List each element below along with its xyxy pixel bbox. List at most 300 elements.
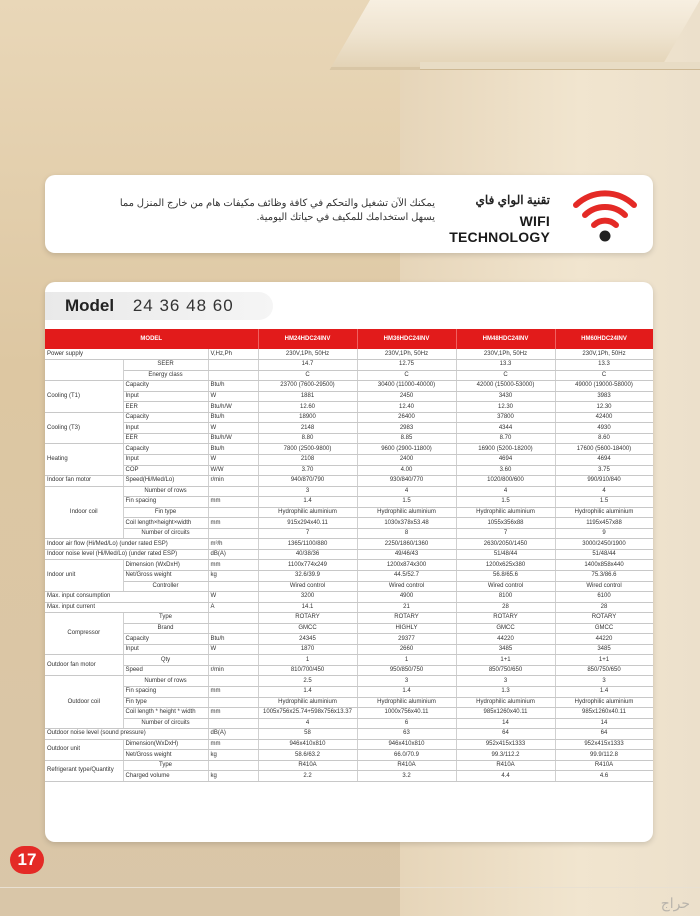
row-value: R410A: [456, 760, 555, 771]
row-value: 1400x858x440: [555, 560, 653, 571]
row-value: 8.70: [456, 433, 555, 444]
row-value: 4: [357, 486, 456, 497]
row-value: 4930: [555, 423, 653, 434]
row-value: C: [357, 370, 456, 381]
row-unit: W: [208, 644, 258, 655]
row-value: HIGHLY: [357, 623, 456, 634]
table-row: [45, 687, 653, 698]
row-value: 4900: [357, 592, 456, 603]
row-unit: mm: [208, 687, 258, 698]
ceiling-molding: [330, 0, 700, 70]
row-value: 1.5: [357, 497, 456, 508]
row-value: 28: [456, 602, 555, 613]
row-value: 40/38/36: [258, 549, 357, 560]
row-value: 230V,1Ph, 50Hz: [456, 349, 555, 360]
row-value: 952x415x1333: [555, 739, 653, 750]
row-value: C: [555, 370, 653, 381]
row-value: 1055x356x88: [456, 518, 555, 529]
row-sub-label: Dimension(WxDxH): [123, 739, 208, 750]
table-row: [45, 729, 653, 740]
row-group-label: Indoor unit: [45, 560, 123, 592]
row-value: 950/850/750: [357, 665, 456, 676]
row-sub-label: Input: [123, 644, 208, 655]
spec-table-header: [45, 329, 653, 349]
row-value: 49000 (19000-58000): [555, 381, 653, 392]
row-value: 4344: [456, 423, 555, 434]
wifi-feature-card: [45, 175, 653, 253]
row-value: 99.3/112.2: [456, 750, 555, 761]
row-value: 1: [258, 655, 357, 666]
row-value: 1.3: [456, 687, 555, 698]
row-value: Hydrophilic aluminium: [456, 697, 555, 708]
header-hm24: HM24HDC24INV: [258, 329, 357, 349]
row-sub-label: Input: [123, 454, 208, 465]
row-value: 2630/2050/1450: [456, 539, 555, 550]
row-unit: [208, 581, 258, 592]
row-value: 1.4: [258, 497, 357, 508]
row-unit: W: [208, 454, 258, 465]
table-row: [45, 539, 653, 550]
table-row: [45, 349, 653, 360]
row-sub-label: SEER: [123, 360, 208, 371]
table-row: [45, 613, 653, 624]
row-value: Hydrophilic aluminium: [357, 507, 456, 518]
row-value: 946x410x810: [258, 739, 357, 750]
row-value: 4: [456, 486, 555, 497]
row-unit: V,Hz,Ph: [208, 349, 258, 360]
row-value: 9: [555, 528, 653, 539]
row-value: 8.85: [357, 433, 456, 444]
row-value: 42000 (15000-53000): [456, 381, 555, 392]
table-row: [45, 739, 653, 750]
row-value: 2148: [258, 423, 357, 434]
row-label: Outdoor noise level (sound pressure): [45, 729, 208, 740]
row-value: 42400: [555, 412, 653, 423]
row-unit: W/W: [208, 465, 258, 476]
row-unit: W: [208, 391, 258, 402]
table-row: [45, 476, 653, 487]
header-hm36: HM36HDC24INV: [357, 329, 456, 349]
row-value: 12.40: [357, 402, 456, 413]
row-sub-label: Number of circuits: [123, 528, 208, 539]
table-row: [45, 570, 653, 581]
row-sub-label: Dimension (WxDxH): [123, 560, 208, 571]
row-value: 63: [357, 729, 456, 740]
row-value: 28: [555, 602, 653, 613]
row-unit: mm: [208, 497, 258, 508]
table-row: [45, 592, 653, 603]
row-value: 3: [555, 676, 653, 687]
row-group-label: Heating: [45, 444, 123, 476]
row-value: 1.5: [456, 497, 555, 508]
row-unit: [208, 697, 258, 708]
row-value: R410A: [258, 760, 357, 771]
row-value: 3430: [456, 391, 555, 402]
row-value: 2983: [357, 423, 456, 434]
row-value: 21: [357, 602, 456, 613]
row-value: 1200x625x380: [456, 560, 555, 571]
row-value: 850/750/650: [555, 665, 653, 676]
row-value: 990/910/840: [555, 476, 653, 487]
row-unit: Btu/h/W: [208, 433, 258, 444]
table-row: [45, 665, 653, 676]
row-unit: kg: [208, 570, 258, 581]
table-row: [45, 676, 653, 687]
row-value: Wired control: [357, 581, 456, 592]
table-row: [45, 602, 653, 613]
row-sub-label: Energy class: [123, 370, 208, 381]
table-row: [45, 412, 653, 423]
table-row: [45, 381, 653, 392]
row-value: 1+1: [555, 655, 653, 666]
row-value: Wired control: [456, 581, 555, 592]
row-value: Wired control: [258, 581, 357, 592]
row-sub-label: Charged volume: [123, 771, 208, 782]
row-value: 7: [456, 528, 555, 539]
row-unit: Btu/h: [208, 634, 258, 645]
row-value: 7800 (2500-9800): [258, 444, 357, 455]
row-unit: [208, 613, 258, 624]
wifi-description-line-2: يسهل استخدامك للمكيف في حياتك اليومية.: [256, 212, 435, 223]
row-sub-label: Coil length×height×width: [123, 518, 208, 529]
watermark-text: حراج: [660, 895, 690, 911]
row-value: 1.4: [357, 687, 456, 698]
row-value: 946x410x810: [357, 739, 456, 750]
row-value: 1000x756x40.11: [357, 708, 456, 719]
row-value: 850/750/650: [456, 665, 555, 676]
row-unit: W: [208, 423, 258, 434]
row-sub-label: Type: [123, 760, 208, 771]
row-sub-label: Speed: [123, 665, 208, 676]
ceiling-molding-edge: [420, 62, 700, 70]
row-sub-label: Qty: [123, 655, 208, 666]
row-sub-label: Capacity: [123, 381, 208, 392]
row-value: 3: [357, 676, 456, 687]
row-value: 915x294x40.11: [258, 518, 357, 529]
table-row: [45, 370, 653, 381]
row-value: 51/48/44: [456, 549, 555, 560]
row-sub-label: Capacity: [123, 412, 208, 423]
row-sub-label: Capacity: [123, 634, 208, 645]
row-value: 12.30: [456, 402, 555, 413]
row-value: 9600 (2900-11800): [357, 444, 456, 455]
row-value: 1881: [258, 391, 357, 402]
row-value: 952x415x1333: [456, 739, 555, 750]
row-unit: dB(A): [208, 729, 258, 740]
table-row: [45, 760, 653, 771]
row-unit: dB(A): [208, 549, 258, 560]
model-tab: [45, 292, 273, 320]
row-value: 3: [258, 486, 357, 497]
row-sub-label: Brand: [123, 623, 208, 634]
table-row: [45, 433, 653, 444]
row-value: 14.7: [258, 360, 357, 371]
row-sub-label: Fin spacing: [123, 497, 208, 508]
row-sub-label: Type: [123, 613, 208, 624]
row-value: 32.6/39.9: [258, 570, 357, 581]
row-value: 51/48/44: [555, 549, 653, 560]
row-value: 8.60: [555, 433, 653, 444]
row-value: ROTARY: [555, 613, 653, 624]
table-row: [45, 507, 653, 518]
table-row: [45, 528, 653, 539]
page-number: 17: [10, 846, 44, 874]
wifi-icon: [572, 185, 638, 243]
row-value: 64: [456, 729, 555, 740]
table-row: [45, 634, 653, 645]
row-value: GMCC: [456, 623, 555, 634]
row-value: 230V,1Ph, 50Hz: [258, 349, 357, 360]
row-value: 6: [357, 718, 456, 729]
row-value: 49/46/43: [357, 549, 456, 560]
table-row: [45, 697, 653, 708]
row-unit: W: [208, 592, 258, 603]
row-value: R410A: [357, 760, 456, 771]
wifi-description-line-1: يمكنك الآن تشغيل والتحكم في كافة وظائف مكيفات هام من خارج المنزل مما: [119, 198, 435, 209]
row-value: 14: [555, 718, 653, 729]
row-value: 1100x774x249: [258, 560, 357, 571]
row-unit: [208, 370, 258, 381]
row-sub-label: Fin type: [123, 507, 208, 518]
row-value: 75.3/86.6: [555, 570, 653, 581]
row-value: 58.6/63.2: [258, 750, 357, 761]
row-value: 6100: [555, 592, 653, 603]
row-value: 985x1260x40.11: [456, 708, 555, 719]
row-value: 1870: [258, 644, 357, 655]
row-unit: [208, 760, 258, 771]
table-row: [45, 360, 653, 371]
row-value: 1.4: [258, 687, 357, 698]
row-value: 2660: [357, 644, 456, 655]
table-row: [45, 497, 653, 508]
row-value: 4694: [456, 454, 555, 465]
row-unit: Btu/h: [208, 444, 258, 455]
row-unit: mm: [208, 560, 258, 571]
row-value: 16900 (5200-18200): [456, 444, 555, 455]
row-value: 8.80: [258, 433, 357, 444]
row-value: 940/870/790: [258, 476, 357, 487]
row-value: 1020/800/600: [456, 476, 555, 487]
table-row: [45, 581, 653, 592]
table-row: [45, 560, 653, 571]
row-value: Wired control: [555, 581, 653, 592]
row-value: 8: [357, 528, 456, 539]
row-value: 930/840/770: [357, 476, 456, 487]
row-value: R410A: [555, 760, 653, 771]
row-value: Hydrophilic aluminium: [555, 697, 653, 708]
row-value: C: [456, 370, 555, 381]
row-label: Max. input consumption: [45, 592, 208, 603]
table-row: [45, 771, 653, 782]
row-value: 1.4: [555, 687, 653, 698]
row-value: 30400 (11000-40000): [357, 381, 456, 392]
wifi-title-english: WIFI TECHNOLOGY: [449, 213, 550, 245]
row-value: 3.70: [258, 465, 357, 476]
row-group-label: Outdoor coil: [45, 676, 123, 729]
row-value: 1+1: [456, 655, 555, 666]
row-sub-label: COP: [123, 465, 208, 476]
table-row: [45, 423, 653, 434]
row-value: Hydrophilic aluminium: [555, 507, 653, 518]
header-hm60: HM60HDC24INV: [555, 329, 653, 349]
table-row: [45, 750, 653, 761]
spec-table: [45, 329, 653, 782]
row-group-label: Cooling (T1): [45, 381, 123, 413]
row-unit: kg: [208, 771, 258, 782]
wifi-description: [55, 197, 435, 225]
row-group-label: Indoor coil: [45, 486, 123, 539]
row-value: C: [258, 370, 357, 381]
row-unit: [208, 676, 258, 687]
row-group-label: Outdoor fan motor: [45, 655, 123, 676]
row-sub-label: EER: [123, 402, 208, 413]
row-value: 44220: [456, 634, 555, 645]
row-value: 26400: [357, 412, 456, 423]
row-value: 7: [258, 528, 357, 539]
row-value: 2250/1860/1360: [357, 539, 456, 550]
row-value: 56.8/65.6: [456, 570, 555, 581]
row-group-label: Cooling (T3): [45, 412, 123, 444]
table-row: [45, 486, 653, 497]
row-value: 3983: [555, 391, 653, 402]
row-unit: r/min: [208, 476, 258, 487]
bottom-divider: [0, 887, 700, 888]
row-unit: [208, 360, 258, 371]
row-unit: r/min: [208, 665, 258, 676]
row-unit: [208, 486, 258, 497]
row-value: 985x1260x40.11: [555, 708, 653, 719]
row-label: Indoor air flow (Hi/Med/Lo) (under rated ESP): [45, 539, 208, 550]
row-value: 23700 (7600-29500): [258, 381, 357, 392]
row-sub-label: Number of rows: [123, 676, 208, 687]
row-value: 3485: [555, 644, 653, 655]
row-value: 2.2: [258, 771, 357, 782]
row-value: 4.6: [555, 771, 653, 782]
row-value: 1: [357, 655, 456, 666]
row-value: 2108: [258, 454, 357, 465]
row-unit: mm: [208, 708, 258, 719]
row-sub-label: EER: [123, 433, 208, 444]
row-value: 8100: [456, 592, 555, 603]
row-value: 99.9/112.8: [555, 750, 653, 761]
row-sub-label: Fin type: [123, 697, 208, 708]
row-value: 4: [258, 718, 357, 729]
row-value: 4: [555, 486, 653, 497]
row-sub-label: Input: [123, 423, 208, 434]
row-sub-label: Net/Gross weight: [123, 750, 208, 761]
row-unit: [208, 507, 258, 518]
row-value: 58: [258, 729, 357, 740]
row-value: 17600 (5600-18400): [555, 444, 653, 455]
row-value: 1.5: [555, 497, 653, 508]
row-value: 13.3: [555, 360, 653, 371]
row-value: Hydrophilic aluminium: [357, 697, 456, 708]
row-value: Hydrophilic aluminium: [258, 507, 357, 518]
table-row: [45, 549, 653, 560]
row-value: 3200: [258, 592, 357, 603]
header-hm48: HM48HDC24INV: [456, 329, 555, 349]
row-value: 12.60: [258, 402, 357, 413]
row-value: 3.75: [555, 465, 653, 476]
row-value: 24345: [258, 634, 357, 645]
row-sub-label: Fin spacing: [123, 687, 208, 698]
row-value: 1200x874x300: [357, 560, 456, 571]
row-label: Max. input current: [45, 602, 208, 613]
row-group-label: Outdoor unit: [45, 739, 123, 760]
row-value: 1030x378x53.48: [357, 518, 456, 529]
row-value: 29377: [357, 634, 456, 645]
row-value: 2400: [357, 454, 456, 465]
table-row: [45, 402, 653, 413]
row-group-label: [45, 360, 123, 381]
table-row: [45, 655, 653, 666]
table-row: [45, 454, 653, 465]
row-value: 2450: [357, 391, 456, 402]
row-value: GMCC: [555, 623, 653, 634]
row-unit: [208, 623, 258, 634]
row-sub-label: Controller: [123, 581, 208, 592]
row-sub-label: Input: [123, 391, 208, 402]
row-value: 3.60: [456, 465, 555, 476]
model-sizes: 24 36 48 60: [132, 296, 234, 315]
row-value: 4.00: [357, 465, 456, 476]
table-row: [45, 718, 653, 729]
row-group-label: Refrigerant type/Quantity: [45, 760, 123, 781]
row-unit: m³/h: [208, 539, 258, 550]
row-sub-label: Net/Gross weight: [123, 570, 208, 581]
row-value: GMCC: [258, 623, 357, 634]
header-model: MODEL: [45, 329, 258, 349]
wifi-title-arabic: تقنية الواي فاي: [475, 193, 550, 207]
table-row: [45, 518, 653, 529]
row-sub-label: Coil length * height * width: [123, 708, 208, 719]
row-unit: [208, 528, 258, 539]
table-row: [45, 644, 653, 655]
row-value: 14: [456, 718, 555, 729]
row-group-label: Compressor: [45, 613, 123, 655]
row-sub-label: Capacity: [123, 444, 208, 455]
table-row: [45, 444, 653, 455]
table-row: [45, 708, 653, 719]
row-unit: A: [208, 602, 258, 613]
row-unit: Btu/h: [208, 381, 258, 392]
row-value: 230V,1Ph, 50Hz: [555, 349, 653, 360]
row-value: ROTARY: [456, 613, 555, 624]
row-value: ROTARY: [357, 613, 456, 624]
row-unit: Btu/h/W: [208, 402, 258, 413]
row-unit: [208, 655, 258, 666]
row-value: ROTARY: [258, 613, 357, 624]
row-label: Indoor noise level (Hi/Med/Lo) (under rated ESP): [45, 549, 208, 560]
row-unit: Btu/h: [208, 412, 258, 423]
row-value: 13.3: [456, 360, 555, 371]
row-sub-label: Number of circuits: [123, 718, 208, 729]
row-value: 37800: [456, 412, 555, 423]
row-unit: mm: [208, 518, 258, 529]
spec-table-card: [45, 282, 653, 842]
row-unit: mm: [208, 739, 258, 750]
row-value: 12.30: [555, 402, 653, 413]
row-value: 4.4: [456, 771, 555, 782]
table-row: [45, 465, 653, 476]
row-value: 2.5: [258, 676, 357, 687]
row-value: 66.0/70.9: [357, 750, 456, 761]
row-value: Hydrophilic aluminium: [456, 507, 555, 518]
row-value: 12.75: [357, 360, 456, 371]
table-row: [45, 623, 653, 634]
row-value: 1195x457x88: [555, 518, 653, 529]
model-label: Model: [65, 296, 115, 315]
